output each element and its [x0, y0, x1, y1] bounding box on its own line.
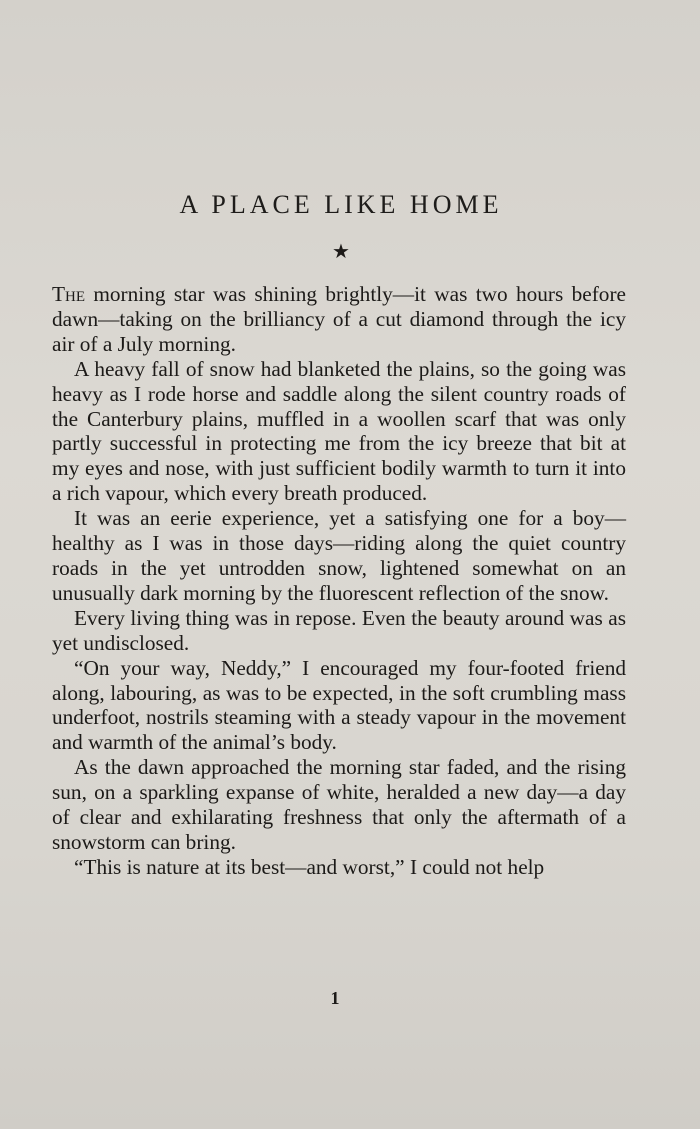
- body-text: [52, 282, 626, 880]
- paragraph-2: A heavy fall of snow had blanketed the plains, so the going was heavy as I rode horse and saddle along the silent country roads of the Canterbury plains, muffled in a woollen scarf that was only partly successful in protecting me from the icy breeze that bit at my eyes and nose, with just sufficient bodily warmth to turn it into a rich vapour, which every breath produced.: [52, 356, 626, 506]
- star-ornament-icon: ★: [332, 241, 350, 263]
- drop-lead-word: The: [52, 282, 86, 306]
- paragraph-5: “On your way, Neddy,” I encouraged my four-footed friend along, labouring, as was to be expected, in the soft crumbling mass underfoot, nostrils steaming with a steady vapour in the movement and warmth of the animal’s body.: [52, 655, 626, 755]
- paragraph-1: [52, 282, 626, 357]
- chapter-title: A PLACE LIKE HOME: [179, 190, 503, 219]
- paragraph-6: As the dawn approached the morning star faded, and the rising sun, on a sparkling expanse of white, heralded a new day—a day of clear and exhilarating freshness that only the aftermath of a snowstorm can bring.: [52, 755, 626, 854]
- paragraph-3: It was an eerie experience, yet a satisfying one for a boy—healthy as I was in those days—riding along the quiet country roads in the yet untrodden snow, lightened somewhat on an unusually dark morning by the fluorescent reflection of the snow.: [52, 506, 626, 605]
- paragraph-7: “This is nature at its best—and worst,” I could not help: [74, 854, 545, 879]
- page-number: 1: [330, 988, 340, 1008]
- paragraph-1-text: morning star was shining brightly—it was two hours before dawn—taking on the brilliancy of a cut diamond through the icy air of a July morning.: [52, 282, 626, 356]
- paragraph-4: Every living thing was in repose. Even the beauty around was as yet undisclosed.: [52, 605, 626, 655]
